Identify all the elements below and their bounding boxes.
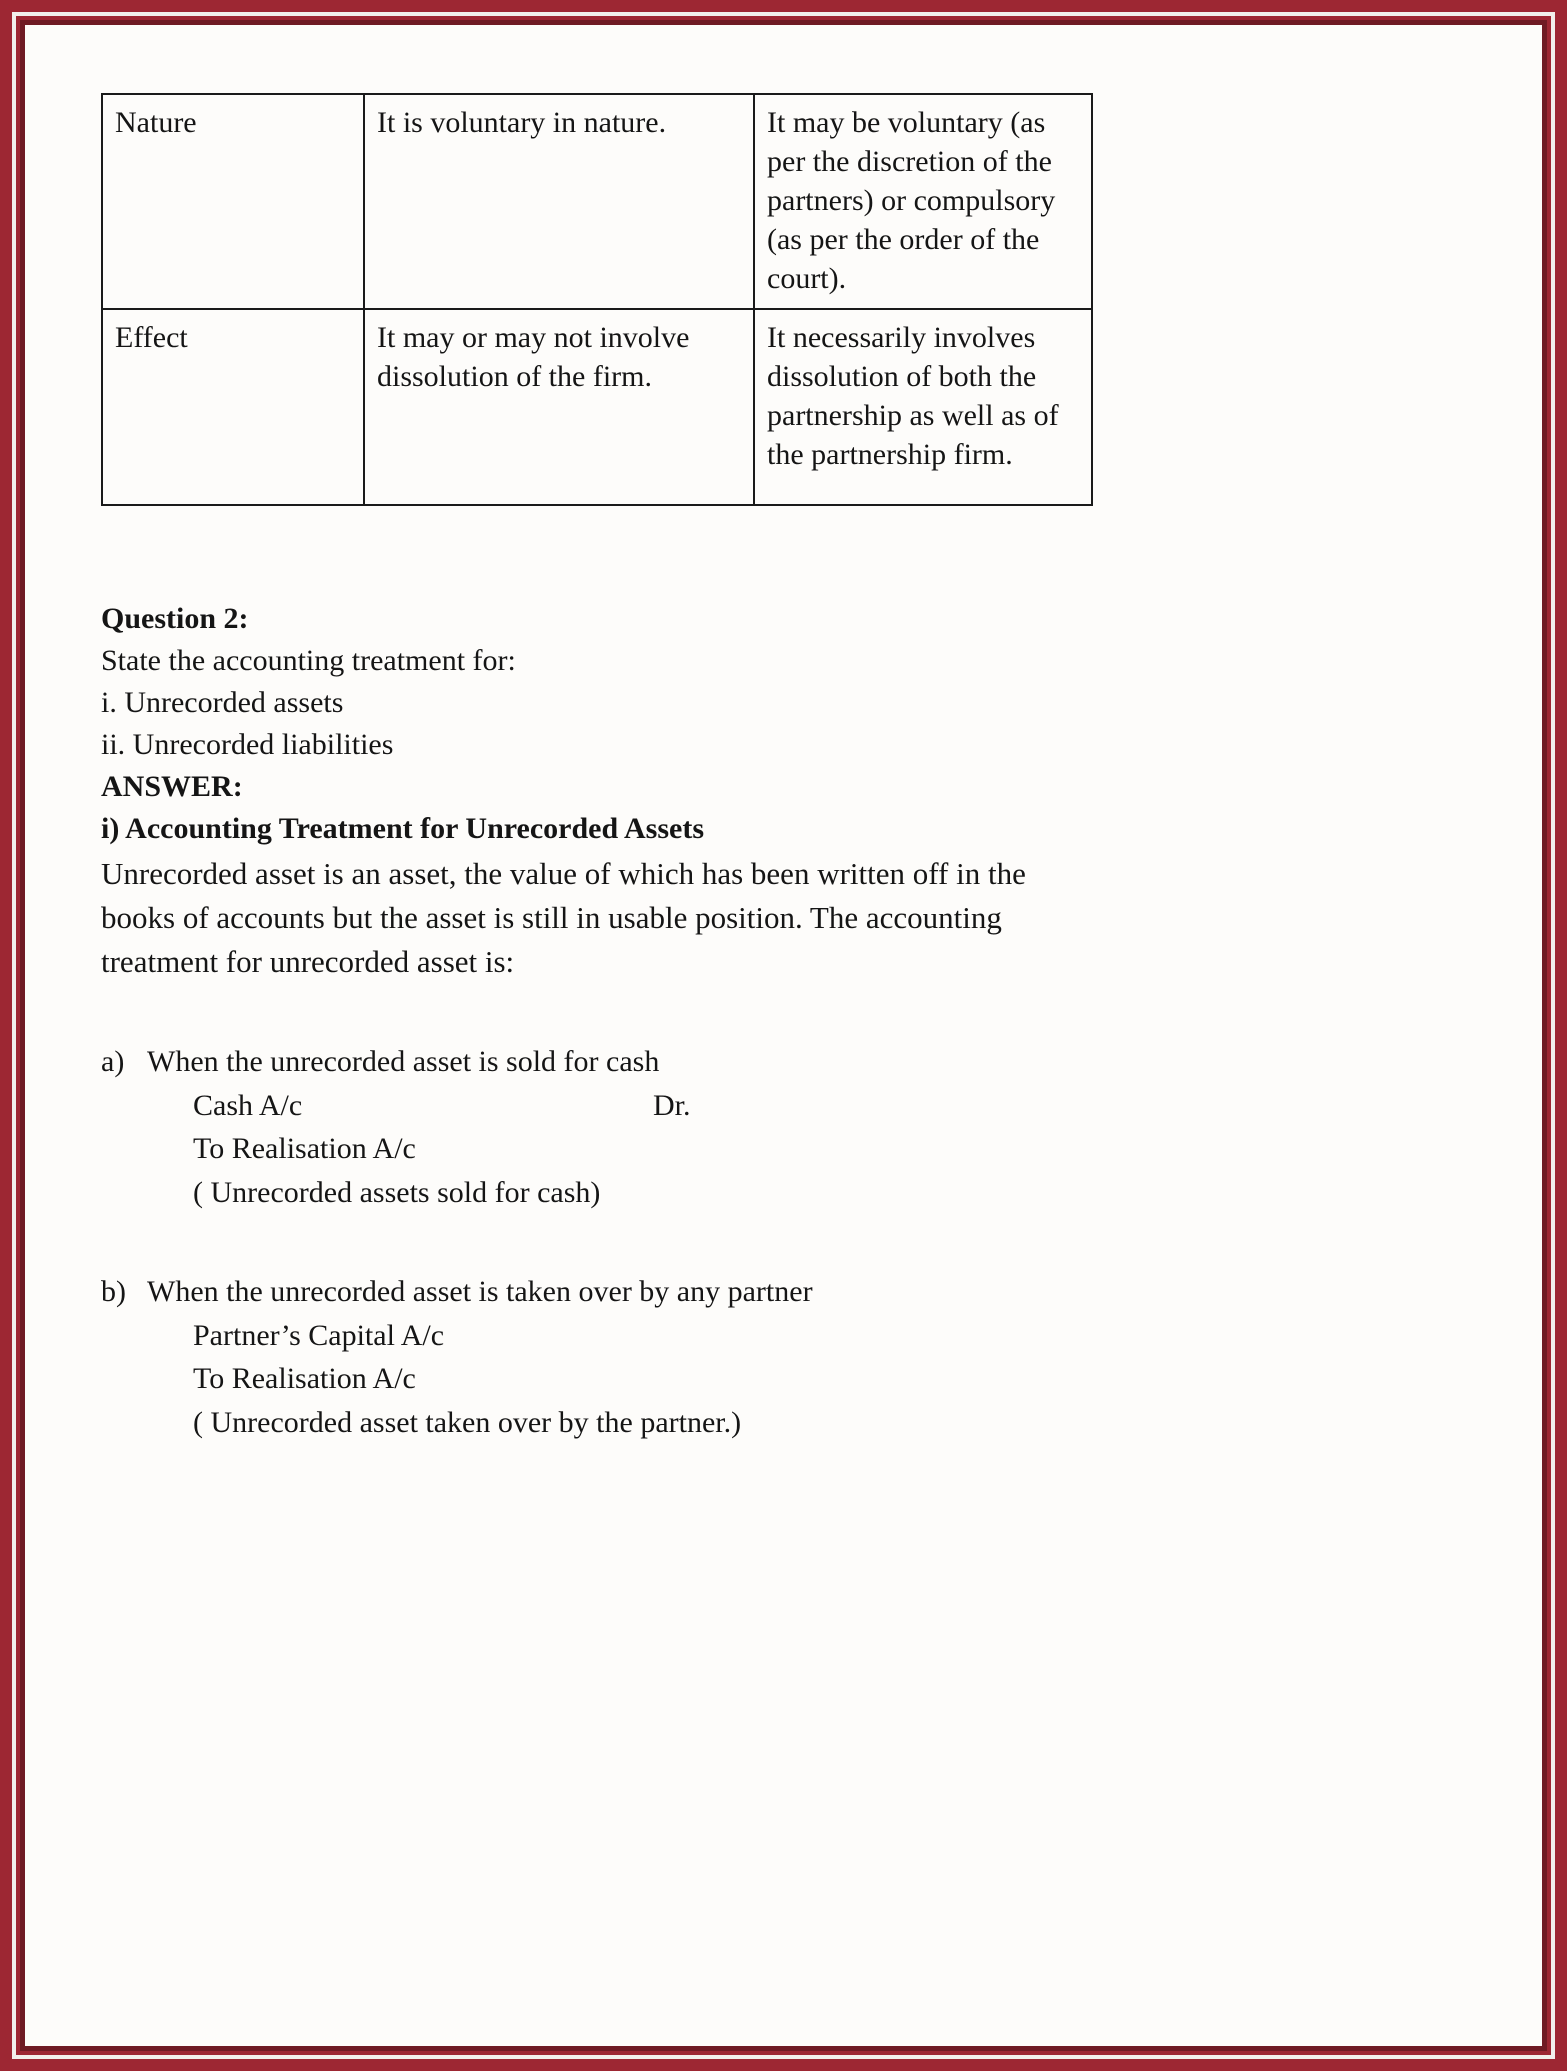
comparison-table bbox=[101, 93, 1093, 506]
table-cell-dissolution-of-firm: It necessarily involves dissolution of both the partnership as well as of the partnership firm. bbox=[754, 309, 1092, 505]
page-content bbox=[101, 93, 1474, 2042]
entry-narration-b: ( Unrecorded asset taken over by the partner.) bbox=[193, 1405, 742, 1439]
question-prompt: State the accounting treatment for: bbox=[101, 644, 516, 677]
entry-debit-row-b bbox=[147, 1314, 1091, 1358]
document-page bbox=[29, 29, 1538, 2042]
entry-debit-account-a: Cash A/c bbox=[193, 1088, 303, 1122]
table-row bbox=[102, 309, 1092, 505]
table-cell-dissolution-of-partnership: It may or may not involve dissolution of the firm. bbox=[364, 309, 754, 505]
table-row bbox=[102, 94, 1092, 309]
entry-marker-a: a) bbox=[101, 1045, 125, 1079]
journal-entry-a bbox=[101, 1040, 1091, 1214]
answer-heading: i) Accounting Treatment for Unrecorded Assets bbox=[101, 812, 705, 845]
entry-credit-account-a: To Realisation A/c bbox=[193, 1132, 416, 1166]
table-cell-dissolution-of-partnership: It is voluntary in nature. bbox=[364, 94, 754, 309]
answer-label: ANSWER: bbox=[101, 770, 243, 803]
question-item-i: i. Unrecorded assets bbox=[101, 686, 344, 719]
spacer bbox=[101, 984, 1091, 1040]
entry-marker-b: b) bbox=[101, 1275, 126, 1309]
question-title: Question 2: bbox=[101, 602, 249, 635]
entry-debit-account-b: Partner’s Capital A/c bbox=[193, 1318, 445, 1352]
question-item-ii: ii. Unrecorded liabilities bbox=[101, 728, 394, 761]
table-cell-dissolution-of-firm: It may be voluntary (as per the discretion of the partners) or compulsory (as per the order of the court). bbox=[754, 94, 1092, 309]
entry-narration-a: ( Unrecorded assets sold for cash) bbox=[193, 1175, 601, 1209]
entry-heading-a: When the unrecorded asset is sold for cash bbox=[147, 1045, 660, 1079]
entry-debit-marker-a: Dr. bbox=[653, 1088, 691, 1122]
spacer bbox=[101, 1214, 1091, 1270]
question-answer-block bbox=[101, 598, 1091, 1444]
entry-debit-row-a bbox=[147, 1084, 1091, 1128]
answer-paragraph: Unrecorded asset is an asset, the value of which has been written off in the books of accounts but the asset is still in usable position. The accounting treatment for unrecorded asset is: bbox=[101, 856, 1026, 980]
entry-credit-account-b: To Realisation A/c bbox=[193, 1362, 416, 1396]
table-cell-label: Effect bbox=[102, 309, 364, 505]
entry-heading-b: When the unrecorded asset is taken over by any partner bbox=[147, 1275, 813, 1309]
journal-entry-b bbox=[101, 1270, 1091, 1444]
table-cell-label: Nature bbox=[102, 94, 364, 309]
